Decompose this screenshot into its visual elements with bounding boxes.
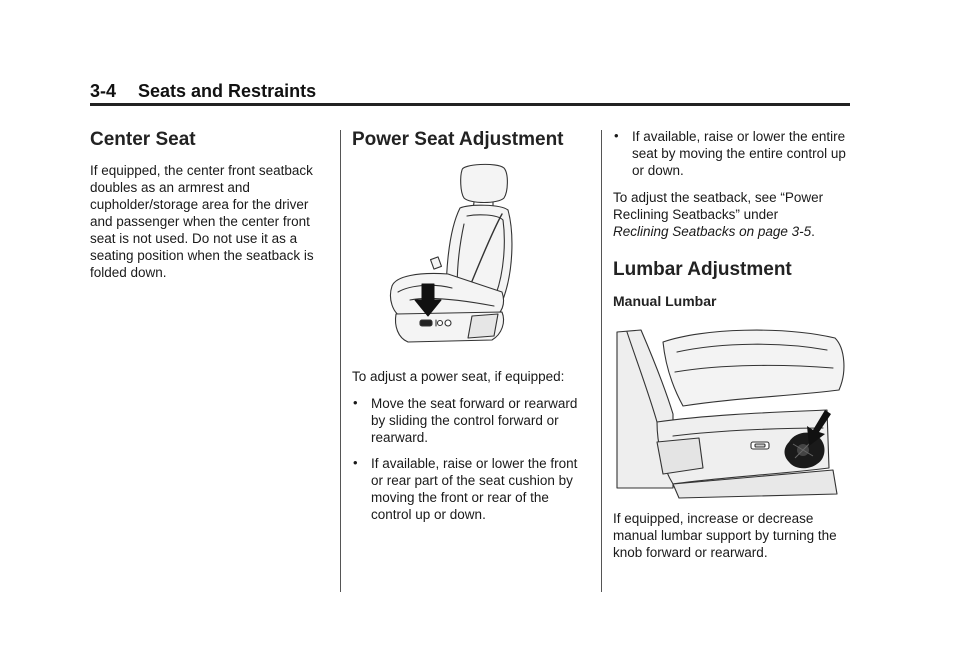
bullet-icon: • — [353, 455, 358, 470]
power-seat-bullets — [352, 395, 586, 523]
power-seat-heading: Power Seat Adjustment — [352, 129, 564, 150]
chapter-title: Seats and Restraints — [138, 81, 317, 101]
column-divider — [340, 130, 341, 592]
bullet-icon: • — [614, 128, 619, 143]
header-rule — [90, 103, 850, 106]
page-header — [90, 81, 850, 102]
column-left — [90, 128, 330, 291]
column-divider — [601, 130, 602, 592]
list-item: • If available, raise or lower the entire seat by moving the entire control up or down. — [614, 128, 846, 178]
column-right — [613, 128, 853, 571]
power-seat-bullets-continued — [613, 128, 853, 179]
seatback-reference: To adjust the seatback, see “Power Reclining Seatbacks” under Reclining Seatbacks on page 3‑5. — [613, 190, 824, 239]
page-number: 3-4 — [90, 81, 117, 101]
page-reference-link[interactable]: Reclining Seatbacks on page 3‑5 — [613, 224, 812, 239]
center-seat-paragraph: If equipped, the center front seatback doubles as an armrest and cupholder/storage area for the driver and passenger when the center front seat is not used. Do not use it as a seating position when the seatback is folded down. — [90, 163, 314, 280]
lumbar-paragraph: If equipped, increase or decrease manual lumbar support by turning the knob forward or rearward. — [613, 511, 837, 560]
center-seat-heading: Center Seat — [90, 129, 196, 150]
list-item: • If available, raise or lower the front or rear part of the seat cushion by moving the front or rear of the control up or down. — [353, 455, 578, 522]
bullet-icon: • — [353, 395, 358, 410]
power-seat-illustration — [352, 162, 586, 352]
power-seat-intro: To adjust a power seat, if equipped: — [352, 369, 565, 384]
manual-lumbar-subheading: Manual Lumbar — [613, 293, 717, 309]
manual-lumbar-illustration — [613, 318, 849, 500]
column-middle — [352, 128, 586, 533]
lumbar-heading: Lumbar Adjustment — [613, 259, 792, 280]
list-item: • Move the seat forward or rearward by sliding the control forward or rearward. — [353, 395, 578, 445]
